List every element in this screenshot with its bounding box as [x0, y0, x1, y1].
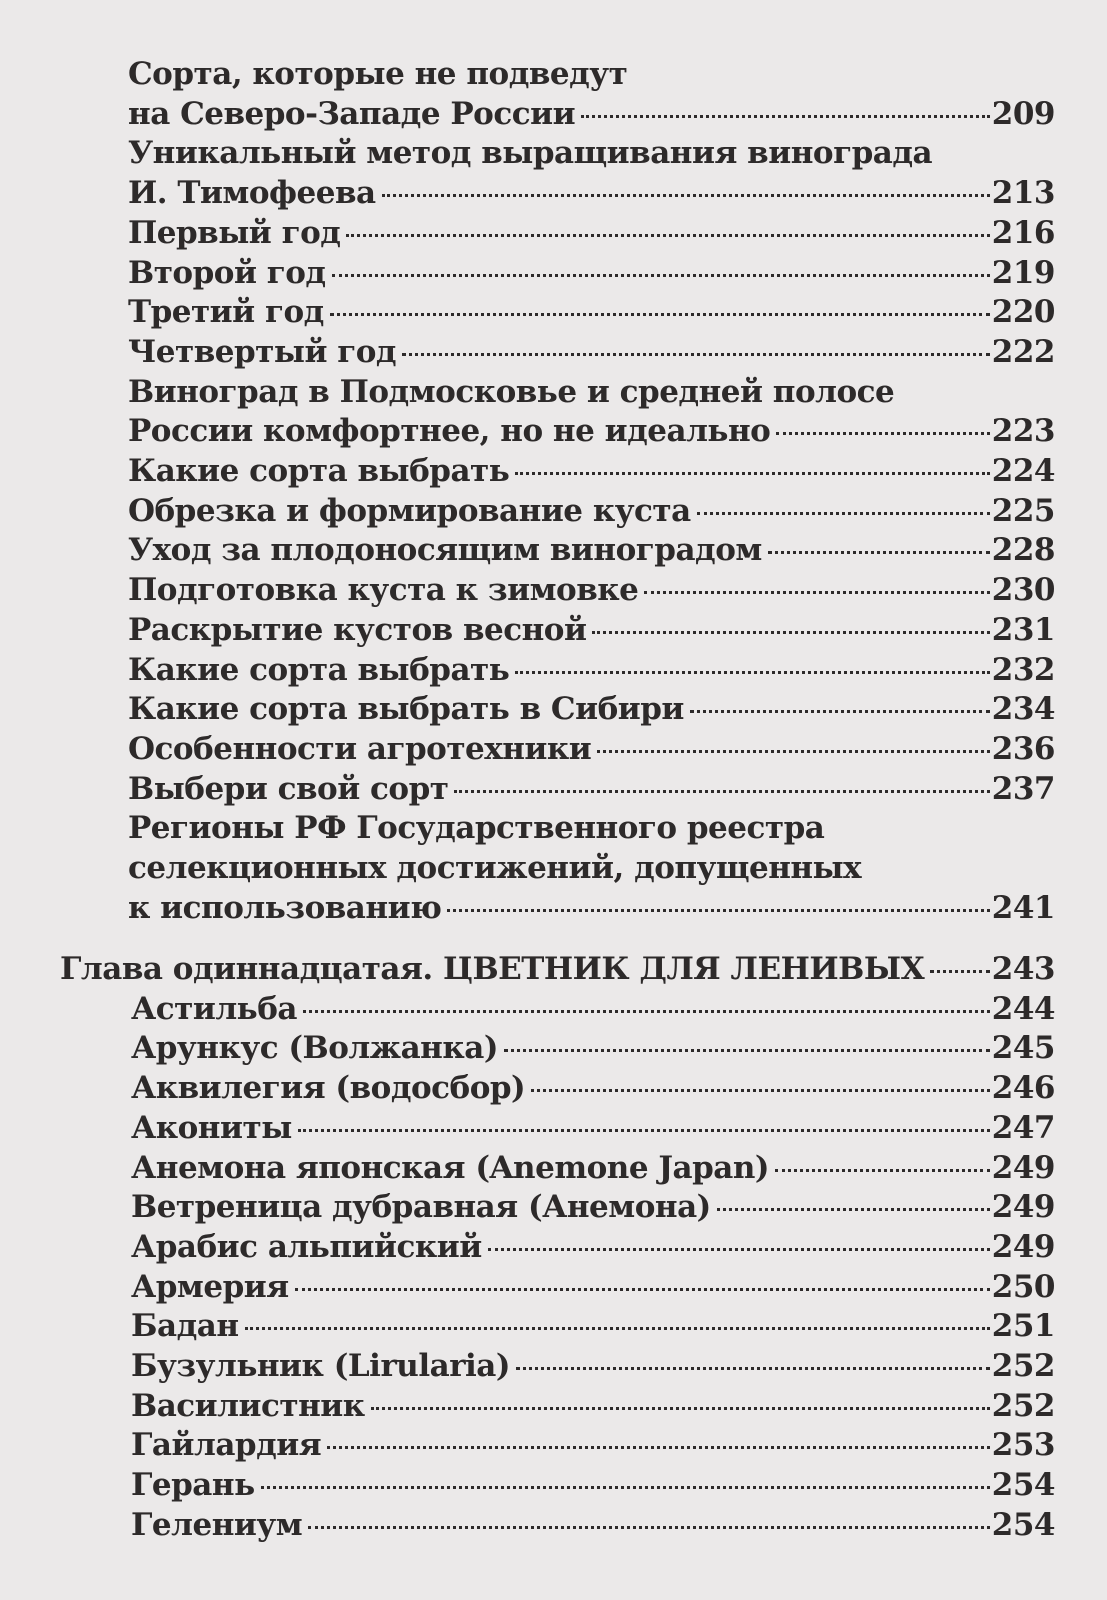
toc-entry — [128, 134, 1055, 213]
page-number: 249 — [991, 1149, 1055, 1186]
dot-leader — [515, 671, 989, 674]
entry-title-line: Глава одиннадцатая. ЦВЕТНИК ДЛЯ ЛЕНИВЫХ — [60, 951, 925, 987]
page-number: 230 — [991, 572, 1055, 609]
dot-leader — [531, 1089, 990, 1092]
toc-entry — [131, 1109, 1055, 1149]
entry-title-line: Виноград в Подмосковье и средней полосе — [128, 373, 895, 410]
entry-title-line: Астильба — [131, 990, 297, 1027]
dot-leader — [261, 1486, 990, 1489]
entry-row — [128, 571, 1055, 611]
entry-title-line: Бадан — [131, 1308, 239, 1345]
entry-title-line: И. Тимофеева — [128, 175, 376, 212]
entry-title-line: Герань — [131, 1467, 255, 1504]
dot-leader — [308, 1526, 990, 1529]
page-number: 250 — [991, 1268, 1055, 1305]
toc-entry — [128, 492, 1055, 532]
page-number: 249 — [991, 1228, 1055, 1265]
entry-row — [128, 611, 1055, 651]
entry-title-line: Василистник — [131, 1387, 365, 1424]
entry-title-line: Первый год — [128, 214, 341, 251]
page-number: 222 — [991, 333, 1055, 370]
entry-title-line: на Северо-Западе России — [128, 95, 576, 132]
entry-title-line: Гайлардия — [131, 1427, 322, 1464]
entry-title-line: Особенности агротехники — [128, 730, 592, 767]
page-number: 225 — [991, 492, 1055, 529]
page-number: 253 — [991, 1427, 1055, 1464]
entry-row — [128, 889, 1055, 929]
entry-title-line: Третий год — [128, 294, 324, 331]
toc-entry — [128, 373, 1055, 452]
entry-row — [131, 1387, 1055, 1427]
toc-entry — [128, 611, 1055, 651]
entry-title-line: Гелениум — [131, 1506, 303, 1543]
entry-row — [131, 1228, 1055, 1268]
entry-title-line: Подготовка куста к зимовке — [128, 572, 639, 609]
entry-title-line: Акониты — [131, 1109, 292, 1146]
entry-row — [131, 1268, 1055, 1308]
entry-row — [128, 95, 1055, 135]
entry-row — [131, 1426, 1055, 1466]
toc-entry — [128, 809, 1055, 928]
dot-leader — [298, 1129, 990, 1132]
entry-row — [131, 1307, 1055, 1347]
dot-leader — [644, 591, 989, 594]
page-number: 237 — [991, 770, 1055, 807]
entry-row — [128, 770, 1055, 810]
entry-title-line: Армерия — [131, 1268, 289, 1305]
toc-entry — [128, 214, 1055, 254]
toc-entry — [128, 293, 1055, 333]
entry-row — [128, 492, 1055, 532]
dot-leader — [303, 1010, 990, 1013]
dot-leader — [295, 1288, 990, 1291]
entry-row — [131, 1506, 1055, 1546]
page-number: 246 — [991, 1070, 1055, 1107]
entry-row — [128, 730, 1055, 770]
page-number: 247 — [991, 1109, 1055, 1146]
page-number: 231 — [991, 611, 1055, 648]
toc-entry — [131, 1149, 1055, 1189]
toc-entry — [131, 1347, 1055, 1387]
page-number: 209 — [991, 95, 1055, 132]
toc-entry — [128, 254, 1055, 294]
dot-leader — [516, 1367, 990, 1370]
entry-title-line: селекционных достижений, допущенных — [128, 849, 862, 886]
dot-leader — [245, 1327, 990, 1330]
chapter-heading — [60, 950, 1055, 990]
toc-entry — [128, 333, 1055, 373]
dot-leader — [775, 1169, 990, 1172]
toc-entry — [131, 990, 1055, 1030]
dot-leader — [504, 1049, 990, 1052]
page-number: 224 — [991, 453, 1055, 489]
page-number: 254 — [991, 1506, 1055, 1543]
entry-title-line: Уход за плодоносящим виноградом — [128, 532, 762, 569]
toc-entry — [131, 1268, 1055, 1308]
toc-entry — [131, 1466, 1055, 1506]
dot-leader — [776, 432, 989, 435]
entry-title-line: к использованию — [128, 889, 442, 926]
page-number: 219 — [991, 254, 1055, 291]
toc-entry — [128, 690, 1055, 730]
toc-entry — [131, 1387, 1055, 1427]
dot-leader — [930, 970, 990, 973]
toc-entry — [131, 1069, 1055, 1109]
page-number: 251 — [991, 1308, 1055, 1345]
page-number: 241 — [991, 889, 1055, 926]
page-number: 236 — [991, 730, 1055, 767]
dot-leader — [327, 1446, 990, 1449]
dot-leader — [488, 1248, 990, 1251]
dot-leader — [690, 710, 990, 713]
toc-entry — [131, 1426, 1055, 1466]
entry-row — [128, 651, 1055, 691]
entry-row — [128, 452, 1055, 492]
entry-row — [60, 950, 1055, 990]
dot-leader — [346, 234, 989, 237]
entry-title-line: России комфортнее, но не идеально — [128, 413, 771, 450]
entry-row — [128, 333, 1055, 373]
entry-row — [131, 1149, 1055, 1189]
dot-leader — [597, 750, 989, 753]
toc-entry — [131, 1188, 1055, 1228]
page-number: 243 — [991, 951, 1055, 987]
dot-leader — [371, 1407, 990, 1410]
entry-row — [131, 1069, 1055, 1109]
dot-leader — [592, 631, 989, 634]
entry-row — [128, 690, 1055, 730]
entry-title-line: Сорта, которые не подведут — [128, 56, 628, 92]
page-number: 252 — [991, 1387, 1055, 1424]
entry-title-line: Уникальный метод выращивания винограда — [128, 135, 933, 172]
entry-title-line: Регионы РФ Государственного реестра — [128, 810, 825, 847]
toc-entry — [128, 651, 1055, 691]
entry-title-line: Раскрытие кустов весной — [128, 611, 587, 648]
entry-title-line: Арабис альпийский — [131, 1228, 482, 1265]
dot-leader — [332, 274, 990, 277]
entry-row — [131, 1466, 1055, 1506]
entry-row — [128, 214, 1055, 254]
toc-entry — [131, 1228, 1055, 1268]
entry-row — [128, 531, 1055, 571]
entry-title-line: Обрезка и формирование куста — [128, 492, 691, 529]
dot-leader — [382, 194, 990, 197]
toc-entry — [131, 1307, 1055, 1347]
toc-entry — [131, 1029, 1055, 1069]
entry-title-line: Какие сорта выбрать — [128, 453, 510, 489]
entry-title-line: Какие сорта выбрать — [128, 651, 510, 688]
toc-entry — [131, 1506, 1055, 1546]
dot-leader — [581, 115, 990, 118]
dot-leader — [447, 909, 989, 912]
page-number: 234 — [991, 691, 1055, 728]
page-number: 232 — [991, 651, 1055, 688]
page-number: 244 — [991, 990, 1055, 1027]
page-number: 216 — [991, 214, 1055, 251]
toc-entry — [128, 730, 1055, 770]
entry-row — [128, 293, 1055, 333]
dot-leader — [330, 313, 990, 316]
entry-title-line: Какие сорта выбрать в Сибири — [128, 691, 684, 728]
dot-leader — [697, 512, 990, 515]
page-number: 220 — [991, 294, 1055, 331]
page-number: 223 — [991, 413, 1055, 450]
page-number: 245 — [991, 1030, 1055, 1067]
entry-row — [128, 174, 1055, 214]
toc-entry — [128, 452, 1055, 492]
entry-row — [131, 990, 1055, 1030]
entry-row — [131, 1188, 1055, 1228]
page-number: 213 — [991, 175, 1055, 212]
entry-title-line: Бузульник (Lirularia) — [131, 1348, 511, 1384]
dot-leader — [402, 353, 990, 356]
entry-title-line: Ветреница дубравная (Анемона) — [131, 1189, 711, 1226]
page-number: 228 — [991, 532, 1055, 569]
toc-entry — [128, 571, 1055, 611]
entry-title-line: Выбери свой сорт — [128, 770, 449, 807]
dot-leader — [515, 472, 989, 475]
toc-entry — [128, 770, 1055, 810]
entry-row — [131, 1029, 1055, 1069]
page-number: 249 — [991, 1189, 1055, 1226]
page-number: 252 — [991, 1348, 1055, 1384]
entry-row — [128, 254, 1055, 294]
entry-title-line: Анемона японская (Anemone Japan) — [131, 1149, 770, 1186]
entry-row — [128, 412, 1055, 452]
toc-entry — [128, 531, 1055, 571]
entry-title-line: Арункус (Волжанка) — [131, 1030, 498, 1067]
entry-row — [131, 1109, 1055, 1149]
dot-leader — [717, 1208, 990, 1211]
toc-entry — [128, 55, 1055, 134]
entry-row — [131, 1347, 1055, 1387]
entry-title-line: Аквилегия (водосбор) — [131, 1070, 526, 1107]
dot-leader — [454, 790, 989, 793]
entry-title-line: Четвертый год — [128, 333, 397, 370]
entry-title-line: Второй год — [128, 254, 326, 291]
dot-leader — [768, 551, 990, 554]
page-number: 254 — [991, 1467, 1055, 1504]
